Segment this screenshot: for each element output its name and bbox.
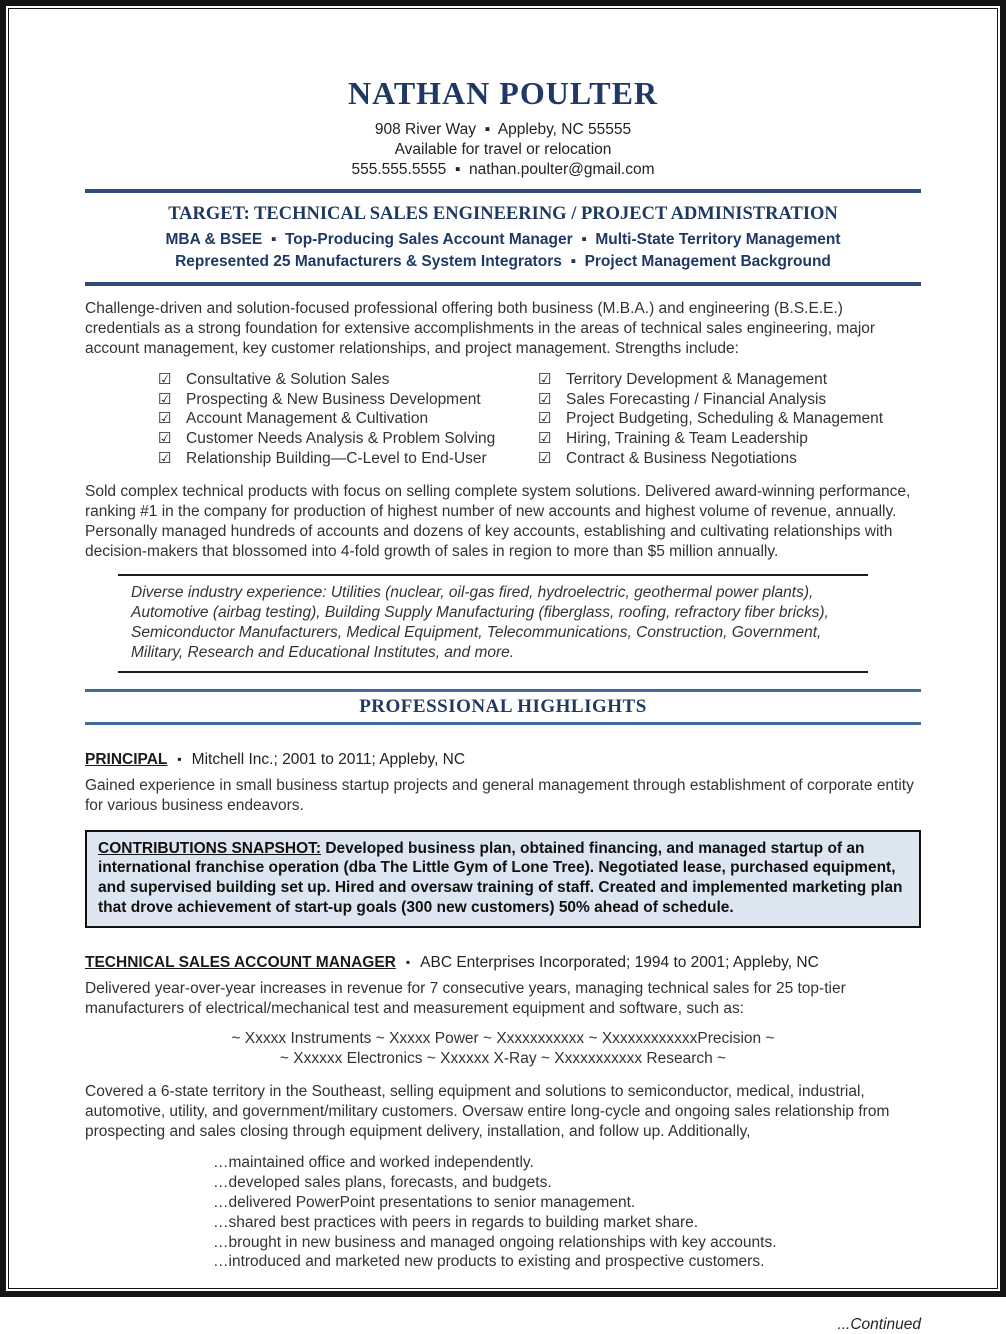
checkbox-icon: ☑ (158, 390, 172, 408)
strength-label: Consultative & Solution Sales (186, 371, 390, 388)
contributions-snapshot-box (85, 830, 921, 929)
section-rule-top (85, 689, 921, 692)
strength-item (538, 409, 883, 429)
vendor-lines (85, 1029, 921, 1069)
section-title: PROFESSIONAL HIGHLIGHTS (359, 695, 647, 717)
accomplishments-list (85, 1153, 921, 1272)
checkbox-icon: ☑ (538, 430, 552, 448)
job-title: TECHNICAL SALES ACCOUNT MANAGER (85, 954, 396, 972)
target-tagline-1: MBA & BSEE ▪ Top-Producing Sales Account Manager ▪ Multi-State Territory Management (165, 231, 841, 248)
accomplishment-item: …delivered PowerPoint presentations to senior management. (213, 1193, 636, 1211)
strength-item (158, 409, 538, 429)
job-description: Gained experience in small business startup projects and general management through establishment of corporate entity for various business endeavors. (85, 776, 914, 814)
strength-item (158, 370, 538, 390)
job-meta: Mitchell Inc.; 2001 to 2011; Appleby, NC (191, 750, 466, 768)
accomplishment-item: …introduced and marketed new products to existing and prospective customers. (213, 1253, 765, 1271)
strength-label: Account Management & Cultivation (186, 410, 429, 428)
checkbox-icon: ☑ (158, 410, 172, 428)
snapshot-text: Developed business plan, obtained financing, and managed startup of an international franchise operation (dba The Little Gym of Lone Tree). Negotiated lease, purchased equipment, and supervised building set up. Hired and oversaw training of staff. Created and implemented marketing plan that drove achievement of start-up goals (300 new customers) 50% ahead of schedule. (98, 839, 903, 916)
square-bullet-icon: ▪ (405, 955, 411, 970)
strength-item (538, 390, 883, 410)
checkbox-icon: ☑ (158, 371, 172, 388)
strengths-column-left (158, 370, 538, 469)
territory-paragraph: Covered a 6-state territory in the Southeast, selling equipment and solutions to semiconductor, medical, industrial, automotive, utility, and government/military customers. Oversaw entire long-cycle and ongoing sales relationship from prospecting and sales closing through equipment delivery, installation, and follow up. Additionally, (85, 1083, 890, 1141)
performance-paragraph: Sold complex technical products with focus on selling complete system solutions. Delivered award-winning performance, ranking #1 in the company for production of highest number of new accounts and highest volume of revenue, annually. Personally managed hundreds of accounts and dozens of key accounts, establishing and cultivating relationships with decision-makers that blossomed into 4-fold growth of sales in region to more than $5 million annually. (85, 482, 911, 560)
checkbox-icon: ☑ (538, 390, 552, 408)
accomplishment-item: …maintained office and worked independently. (213, 1154, 534, 1172)
strengths-list (158, 370, 921, 469)
header-divider (85, 189, 921, 193)
continued-note: ...Continued (837, 1316, 921, 1334)
checkbox-icon: ☑ (538, 449, 552, 467)
strength-item (158, 390, 538, 410)
accomplishment-item: …shared best practices with peers in regards to building market share. (213, 1213, 699, 1231)
checkbox-icon: ☑ (538, 410, 552, 428)
job-header (85, 952, 921, 973)
job-meta: ABC Enterprises Incorporated; 1994 to 2001; Appleby, NC (420, 954, 819, 972)
section-rule-bottom (85, 722, 921, 725)
strength-label: Territory Development & Management (566, 371, 828, 388)
strength-label: Contract & Business Negotiations (566, 449, 797, 467)
target-tagline-2: Represented 25 Manufacturers & System Integrators ▪ Project Management Background (175, 253, 831, 270)
checkbox-icon: ☑ (538, 371, 552, 388)
square-bullet-icon: ▪ (177, 751, 182, 766)
target-divider (85, 282, 921, 286)
strength-label: Relationship Building—C-Level to End-User (186, 449, 487, 467)
header (85, 75, 921, 180)
accomplishment-item: …developed sales plans, forecasts, and budgets. (213, 1174, 552, 1192)
checkbox-icon: ☑ (158, 430, 172, 448)
strength-item (538, 449, 883, 469)
strength-label: Customer Needs Analysis & Problem Solving (186, 430, 496, 448)
job-title: PRINCIPAL (85, 750, 168, 768)
strength-label: Sales Forecasting / Financial Analysis (566, 390, 827, 408)
strength-item (158, 429, 538, 449)
vendor-line: ~ Xxxxx Instruments ~ Xxxxx Power ~ Xxxxxxxxxxx ~ XxxxxxxxxxxxPrecision ~ (231, 1030, 775, 1048)
strengths-column-right (538, 370, 883, 469)
section-banner (85, 689, 921, 725)
industries-callout: Diverse industry experience: Utilities (nuclear, oil-gas fired, hydroelectric, geothermal power plants), Automotive (airbag testing), Building Supply Manufacturing (fiberglass, roofing, refractory fiber bricks), Semiconductor Manufacturers, Medical Equipment, Telecommunications, Construction, Government, Military, Research and Educational Institutes, and more. (118, 574, 868, 673)
summary-paragraph: Challenge-driven and solution-focused professional offering both business (M.B.A.) and engineering (B.S.E.E.) credentials as a strong foundation for extensive accomplishments in the areas of technical sales engineering, major account management, key customer relationships, and project management. Strengths include: (85, 300, 876, 357)
strength-label: Prospecting & New Business Development (186, 390, 481, 408)
snapshot-label: CONTRIBUTIONS SNAPSHOT: (98, 839, 322, 857)
vendor-line: ~ Xxxxxx Electronics ~ Xxxxxx X-Ray ~ Xxxxxxxxxxx Research ~ (279, 1050, 727, 1068)
job-description: Delivered year-over-year increases in revenue for 7 consecutive years, managing technical sales for 25 top-tier manufacturers of electrical/mechanical test and measurement equipment and software, such as: (85, 980, 846, 1018)
resume-page (8, 8, 998, 1334)
contact-address-line: 908 River Way ▪ Appleby, NC 55555 (374, 121, 632, 138)
checkbox-icon: ☑ (158, 449, 172, 467)
target-heading: TARGET: TECHNICAL SALES ENGINEERING / PROJECT ADMINISTRATION (168, 204, 838, 224)
strength-item (538, 370, 883, 390)
phone-email-line: 555.555.5555 ▪ nathan.poulter@gmail.com (351, 161, 655, 178)
accomplishment-item: …brought in new business and managed ongoing relationships with key accounts. (213, 1233, 777, 1251)
job-header (85, 749, 921, 770)
strength-label: Hiring, Training & Team Leadership (566, 430, 808, 448)
strength-item (538, 429, 883, 449)
availability-line: Available for travel or relocation (394, 141, 612, 158)
strength-label: Project Budgeting, Scheduling & Management (566, 410, 884, 428)
strength-item (158, 449, 538, 469)
candidate-name: NATHAN POULTER (347, 75, 659, 111)
